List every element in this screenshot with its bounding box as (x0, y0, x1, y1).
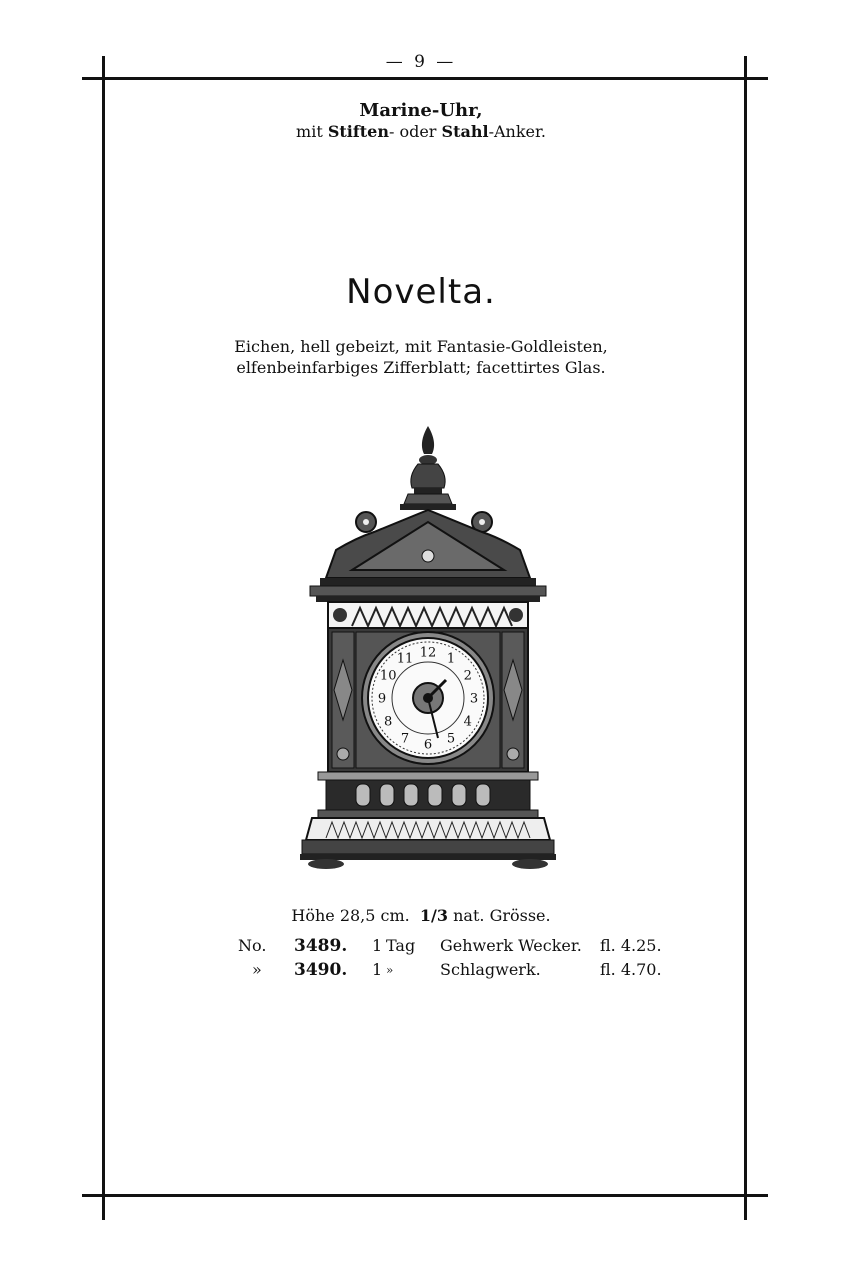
dial-numeral: 4 (463, 714, 472, 730)
dial-numeral: 12 (419, 645, 437, 661)
item-description: Gehwerk Wecker. (440, 936, 582, 955)
description-line-1: Eichen, hell gebeizt, mit Fantasie-Goldleisten, (234, 337, 608, 356)
frame-right-rule (744, 56, 747, 1220)
header-suffix: -Anker. (488, 122, 546, 141)
frame-left-rule (102, 56, 105, 1220)
product-description (0, 336, 842, 378)
dial-numeral: 11 (396, 651, 414, 667)
dial-numeral: 6 (423, 737, 433, 753)
scale-text: nat. Grösse. (453, 906, 551, 925)
item-description: Schlagwerk. (440, 960, 541, 979)
dial-numeral: 1 (446, 651, 456, 667)
item-price: fl. 4.25. (600, 936, 662, 955)
clock-illustration (296, 420, 560, 880)
item-number: 3490. (294, 960, 348, 980)
product-title: Novelta. (346, 272, 496, 312)
header-mid: - oder (388, 122, 437, 141)
item-price: fl. 4.70. (600, 960, 662, 979)
height-line (0, 906, 842, 925)
page-number: — 9 — (385, 52, 457, 72)
item-qty: 1 (372, 960, 383, 979)
price-prefix: » (252, 960, 262, 979)
header-prefix: mit (296, 122, 323, 141)
description-line-2: elfenbeinfarbiges Zifferblatt; facettirtes Glas. (236, 358, 606, 377)
item-unit: » (386, 963, 394, 977)
header-title: Marine-Uhr, (359, 100, 483, 121)
frame-bottom-rule (82, 1194, 768, 1197)
header (0, 100, 842, 142)
dial-numeral: 3 (469, 691, 479, 707)
dial-numeral: 7 (400, 731, 410, 747)
header-subtitle (0, 121, 842, 142)
dial-numeral: 10 (379, 668, 397, 684)
price-row (238, 934, 662, 958)
price-prefix: No. (238, 936, 267, 955)
price-row (238, 958, 662, 982)
frame-top-rule (82, 77, 768, 80)
item-number: 3489. (294, 936, 348, 956)
item-qty: 1 (372, 936, 383, 955)
dial-numeral: 5 (446, 731, 456, 747)
header-bold-stahl: Stahl (441, 122, 489, 141)
header-bold-stiften: Stiften (327, 122, 389, 141)
item-unit: Tag (386, 936, 416, 955)
scale-fraction: 1/3 (419, 906, 449, 925)
height-text: Höhe 28,5 cm. (291, 906, 410, 925)
price-list (238, 934, 662, 982)
dial-numeral: 2 (463, 668, 472, 684)
dial-numeral: 9 (377, 691, 387, 707)
dial-numeral: 8 (384, 714, 393, 730)
